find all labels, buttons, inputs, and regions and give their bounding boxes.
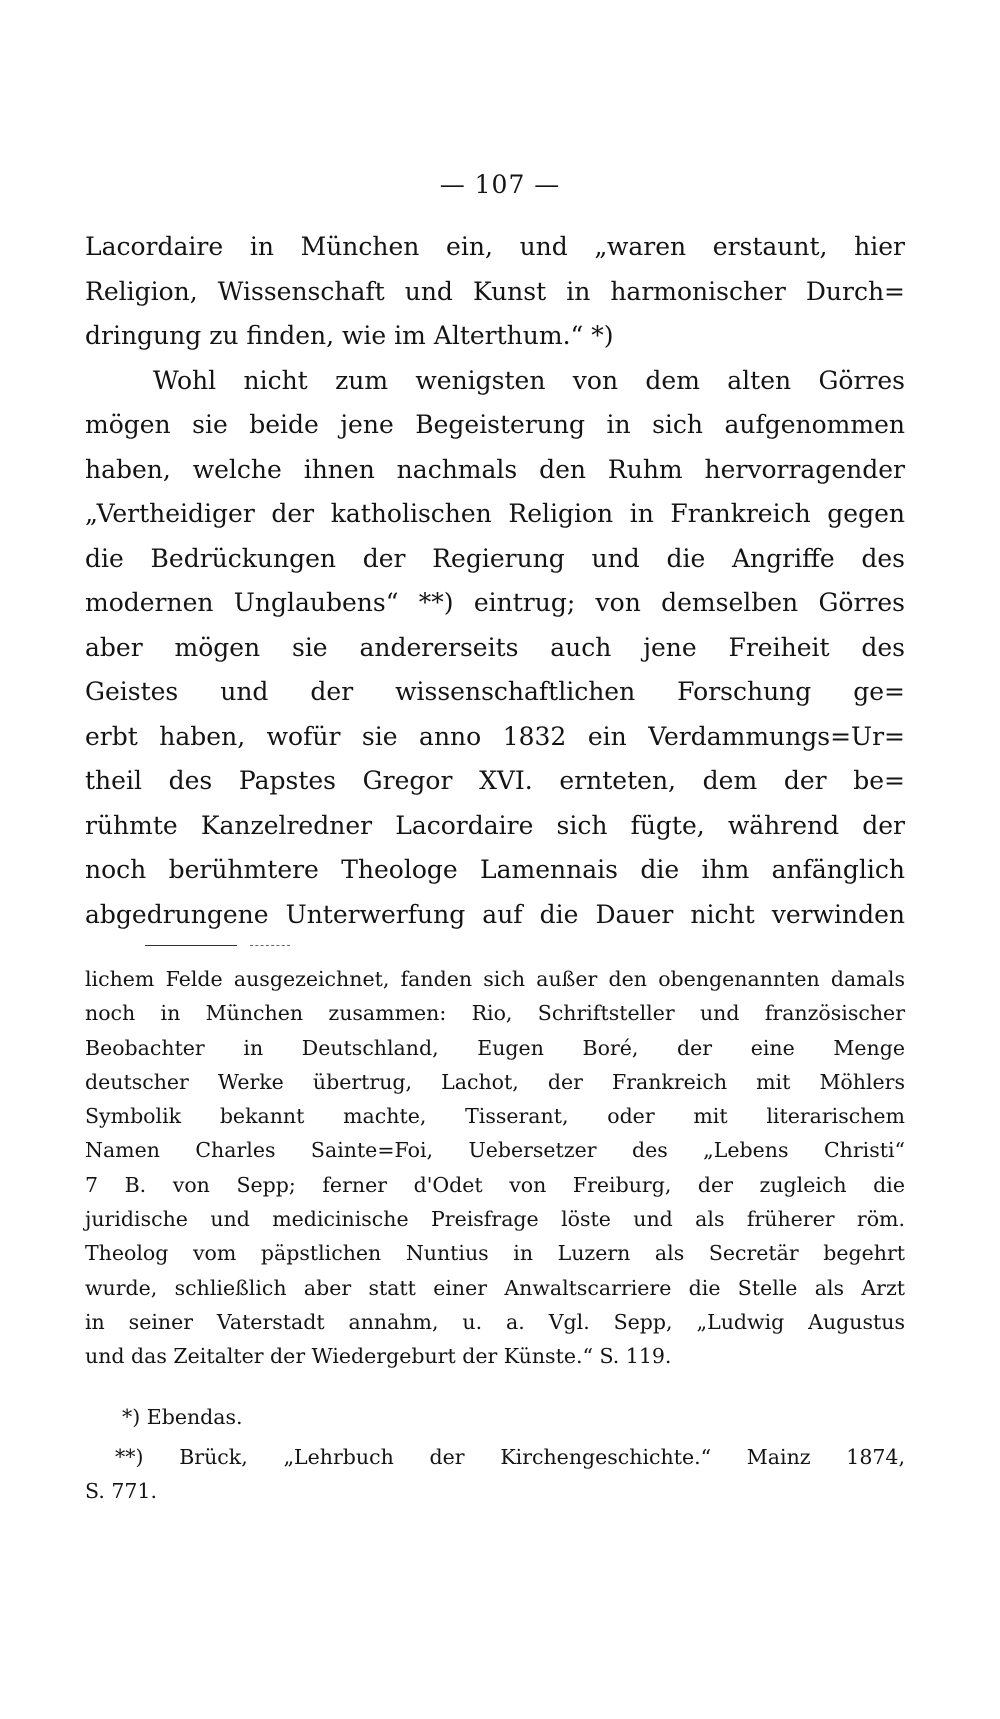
footnote-line: deutscher Werke übertrug, Lachot, der Frankreich mit Möhlers <box>85 1069 905 1094</box>
footnote-block <box>85 962 905 1374</box>
footnote-line: *) Ebendas. <box>122 1405 243 1429</box>
footnote-line: in seiner Vaterstadt annahm, u. a. Vgl. Sepp, „Ludwig Augustus <box>85 1309 905 1334</box>
footnote-line: Beobachter in Deutschland, Eugen Boré, der eine Menge <box>85 1035 905 1060</box>
footnote-separator <box>145 945 237 946</box>
footnote-line: juridische und medicinische Preisfrage löste und als früherer röm. <box>85 1207 905 1232</box>
footnote-line: noch in München zusammen: Rio, Schriftsteller und französischer <box>85 1001 905 1026</box>
text-line: Religion, Wissenschaft und Kunst in harmonischer Durch= <box>85 276 905 306</box>
footnote-line: S. 771. <box>85 1479 157 1504</box>
text-line: Geistes und der wissenschaftlichen Forschung ge= <box>85 677 905 706</box>
text-line: theil des Papstes Gregor XVI. ernteten, dem der be= <box>85 766 905 795</box>
text-line: mögen sie beide jene Begeisterung in sich aufgenommen <box>85 410 905 439</box>
text-line: haben, welche ihnen nachmals den Ruhm hervorragender <box>85 454 905 484</box>
footnote-line: lichem Felde ausgezeichnet, fanden sich außer den obengenannten damals <box>85 967 905 991</box>
footnote-line: **) Brück, „Lehrbuch der Kirchengeschichte.“ Mainz 1874, <box>115 1445 905 1469</box>
footnote-line: wurde, schließlich aber statt einer Anwaltscarriere die Stelle als Arzt <box>85 1275 905 1300</box>
footnote-line: Symbolik bekannt machte, Tisserant, oder mit literarischem <box>85 1104 905 1129</box>
text-line: noch berühmtere Theologe Lamennais die ihm anfänglich <box>85 855 905 884</box>
text-line: rühmte Kanzelredner Lacordaire sich fügte, während der <box>85 810 905 840</box>
footnote-line: und das Zeitalter der Wiedergeburt der Künste.“ S. 119. <box>85 1344 672 1369</box>
footnote-line: Theolog vom päpstlichen Nuntius in Luzern als Secretär begehrt <box>85 1241 905 1266</box>
footnote-separator-dotted <box>250 945 290 946</box>
text-line: erbt haben, wofür sie anno 1832 ein Verdammungs=Ur= <box>85 721 905 751</box>
main-text-block <box>85 225 905 937</box>
text-line: „Vertheidiger der katholischen Religion in Frankreich gegen <box>85 499 905 528</box>
footnote-line: Namen Charles Sainte=Foi, Uebersetzer des „Lebens Christi“ <box>85 1138 905 1163</box>
text-line: abgedrungene Unterwerfung auf die Dauer nicht verwinden <box>85 899 905 929</box>
footnote-ebendas <box>0 1400 820 1434</box>
text-line: Lacordaire in München ein, und „waren erstaunt, hier <box>85 232 905 261</box>
text-line: aber mögen sie andererseits auch jene Freiheit des <box>85 632 905 662</box>
text-line: die Bedrückungen der Regierung und die Angriffe des <box>85 543 905 573</box>
footnote-brueck <box>85 1440 905 1509</box>
page-number: — 107 — <box>439 170 561 199</box>
footnote-line: 7 B. von Sepp; ferner d'Odet von Freiburg, der zugleich die <box>85 1172 905 1197</box>
text-line: Wohl nicht zum wenigsten von dem alten Görres <box>153 365 905 395</box>
text-line: dringung zu finden, wie im Alterthum.“ *) <box>85 321 614 350</box>
text-line: modernen Unglaubens“ **) eintrug; von demselben Görres <box>85 588 905 617</box>
